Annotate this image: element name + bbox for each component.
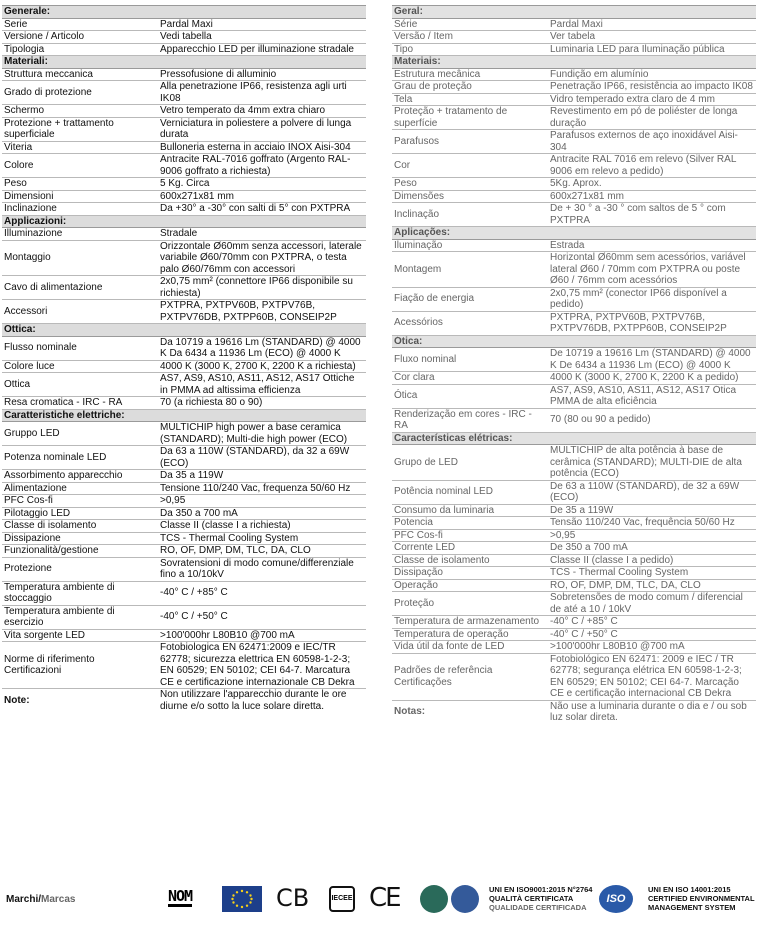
spec-row: [2, 300, 366, 324]
spec-value: De 350 a 700 mA: [546, 542, 756, 555]
spec-label: Pilotaggio LED: [2, 507, 156, 520]
section-title: Generale:: [2, 6, 366, 19]
spec-row: [2, 43, 366, 56]
spec-label: Assorbimento apparecchio: [2, 470, 156, 483]
spec-value: Non utilizzare l'apparecchio durante le ore diurne e/o sotto la luce solare diretta.: [160, 689, 347, 712]
spec-label: Tipo: [392, 43, 546, 56]
spec-row: [392, 311, 756, 335]
spec-value: >100'000hr L80B10 @700 mA: [546, 641, 756, 654]
spec-row: [2, 336, 366, 360]
spec-row: [392, 18, 756, 31]
spec-value: Revestimento em pó de poliéster de longa duração: [546, 106, 756, 130]
section-header: [2, 6, 366, 19]
spec-label: Versão / Item: [392, 31, 546, 44]
spec-value: Verniciatura in poliestere a polvere di lunga durata: [156, 117, 366, 141]
spec-row: [2, 18, 366, 31]
spec-value: 4000 K (3000 K, 2700 K, 2200 K a richiesta): [156, 360, 366, 373]
spec-value: Horizontal Ø60mm sem acessórios, variável lateral Ø60 / 70mm com PXTPRA ou poste Ø60 / 76mm com acessórios: [546, 252, 756, 288]
spec-row: [392, 106, 756, 130]
spec-row: [2, 689, 366, 713]
spec-value: Da 35 a 119W: [156, 470, 366, 483]
spec-label: Dimensioni: [2, 190, 156, 203]
spec-label: Inclinação: [392, 203, 546, 227]
spec-value: RO, OF, DMP, DM, TLC, DA, CLO: [546, 579, 756, 592]
spec-label: Schermo: [2, 105, 156, 118]
spec-value: Fotobiologica EN 62471:2009 e IEC/TR 62778; sicurezza elettrica EN 60598-1-2-3; EN 60529; EN 50102; CEI 64-7. Marcatura CE e certificazione internazionale CB Dekra: [156, 642, 366, 689]
spec-row: [392, 81, 756, 94]
spec-value: 70 (a richiesta 80 o 90): [156, 397, 366, 410]
spec-row: [392, 592, 756, 616]
brands-footer: [0, 880, 758, 925]
spec-row: [2, 68, 366, 81]
spec-row: [2, 190, 366, 203]
spec-row: [2, 141, 366, 154]
spec-row: [2, 581, 366, 605]
spec-value: Tensione 110/240 Vac, frequenza 50/60 Hz: [156, 482, 366, 495]
spec-value: Sobretensões de modo comum / diferencial de até a 10 / 10kV: [546, 592, 756, 616]
spec-value: De 10719 a 19616 Lm (STANDARD) @ 4000 K De 6434 a 11936 Lm (ECO) @ 4000 K: [546, 348, 756, 372]
spec-value: Da +30° a -30° con salti di 5° con PXTPRA: [156, 203, 366, 216]
spec-row: [2, 105, 366, 118]
spec-row: [2, 154, 366, 178]
spec-label: Montaggio: [2, 240, 156, 276]
spec-label: Viteria: [2, 141, 156, 154]
spec-value: Penetração IP66, resistência ao impacto IK08: [546, 81, 756, 94]
spec-row: [392, 445, 756, 481]
spec-row: [392, 529, 756, 542]
spec-label: Colore: [2, 154, 156, 178]
section-header: [392, 432, 756, 445]
spec-value: RO, OF, DMP, DM, TLC, DA, CLO: [156, 545, 366, 558]
spec-value: Antracite RAL 7016 em relevo (Silver RAL 9006 em relevo a pedido): [546, 154, 756, 178]
brands-label: Marchi/Marcas: [6, 894, 76, 905]
spec-value: >100'000hr L80B10 @700 mA: [156, 629, 366, 642]
spec-label: Proteção + tratamento de superfície: [392, 106, 546, 130]
section-title: Características elétricas:: [392, 432, 756, 445]
spec-value: De + 30 ° a -30 ° com saltos de 5 ° com PXTPRA: [546, 203, 756, 227]
spec-row: [2, 373, 366, 397]
spec-value: Apparecchio LED per illuminazione stradale: [156, 43, 366, 56]
spec-label: Cavo di alimentazione: [2, 276, 156, 300]
spec-value: AS7, AS9, AS10, AS11, AS12, AS17 Ottiche in PMMA ad altissima efficienza: [156, 373, 366, 397]
spec-row: [392, 517, 756, 530]
spec-row: [2, 117, 366, 141]
spec-row: [2, 642, 366, 689]
spec-label: Classe de isolamento: [392, 554, 546, 567]
spec-row: [2, 532, 366, 545]
spec-label: PFC Cos-fi: [392, 529, 546, 542]
spec-value: Pressofusione di alluminio: [156, 68, 366, 81]
spec-label: Padrões de referência Certificações: [392, 653, 546, 700]
section-title: Geral:: [392, 6, 756, 19]
eu-flag-logo: [222, 886, 262, 912]
spec-value: 600x271x81 mm: [546, 190, 756, 203]
spec-label: Illuminazione: [2, 228, 156, 241]
spec-label: Iluminação: [392, 239, 546, 252]
spec-value: Sovratensioni di modo comune/differenziale fino a 10/10kV: [156, 557, 366, 581]
spec-row: [2, 545, 366, 558]
spec-row: [392, 203, 756, 227]
spec-label: Consumo da luminaria: [392, 504, 546, 517]
spec-value: 600x271x81 mm: [156, 190, 366, 203]
spec-row: [2, 605, 366, 629]
spec-row: [392, 616, 756, 629]
spec-value: Da 10719 a 19616 Lm (STANDARD) @ 4000 K Da 6434 a 11936 Lm (ECO) @ 4000 K: [156, 336, 366, 360]
section-header: [392, 335, 756, 348]
spec-value: Vidro temperado extra claro de 4 mm: [546, 93, 756, 106]
spec-value: 5 Kg. Circa: [156, 178, 366, 191]
iso14001-text: UNI EN ISO 14001:2015 CERTIFIED ENVIRONMENTAL MANAGEMENT SYSTEM: [648, 885, 755, 912]
spec-row: [392, 130, 756, 154]
spec-row: [2, 203, 366, 216]
italian-spec-table: [2, 5, 366, 712]
spec-label: Cor clara: [392, 372, 546, 385]
spec-row: [392, 567, 756, 580]
spec-value: TCS - Thermal Cooling System: [546, 567, 756, 580]
spec-label: Operação: [392, 579, 546, 592]
spec-label: Proteção: [392, 592, 546, 616]
spec-label: Norme di riferimento Certificazioni: [2, 642, 156, 689]
section-header: [392, 6, 756, 19]
section-header: [392, 227, 756, 240]
spec-value: Fundição em alumínio: [546, 68, 756, 81]
section-title: Aplicações:: [392, 227, 756, 240]
spec-label: Temperatura ambiente di stoccaggio: [2, 581, 156, 605]
section-title: Caratteristiche elettriche:: [2, 409, 366, 422]
spec-row: [392, 287, 756, 311]
spec-row: [392, 93, 756, 106]
spec-value: Pardal Maxi: [156, 18, 366, 31]
section-header: [392, 56, 756, 69]
spec-label: Protezione + trattamento superficiale: [2, 117, 156, 141]
portuguese-spec-table: [392, 5, 756, 724]
spec-value: Stradale: [156, 228, 366, 241]
certification-seal-icon: [420, 885, 448, 913]
spec-row: [2, 81, 366, 105]
spec-label: Protezione: [2, 557, 156, 581]
spec-label: Peso: [392, 178, 546, 191]
spec-label: Temperatura de operação: [392, 628, 546, 641]
spec-row: [2, 240, 366, 276]
spec-value: Bulloneria esterna in acciaio INOX Aisi-304: [156, 141, 366, 154]
spec-value: Da 63 a 110W (STANDARD), da 32 a 69W (ECO): [156, 446, 366, 470]
spec-label: Classe di isolamento: [2, 520, 156, 533]
spec-row: [392, 31, 756, 44]
spec-label: Potenza nominale LED: [2, 446, 156, 470]
spec-label: Resa cromatica - IRC - RA: [2, 397, 156, 410]
spec-value: Vedi tabella: [156, 31, 366, 44]
spec-value: Não use a luminaria durante o dia e / ou sob luz solar direta.: [550, 700, 747, 723]
spec-value: -40° C / +50° C: [156, 605, 366, 629]
spec-row: [2, 228, 366, 241]
spec-label: Gruppo LED: [2, 422, 156, 446]
spec-label: Temperatura ambiente di esercizio: [2, 605, 156, 629]
spec-label: Dimensões: [392, 190, 546, 203]
spec-label: Ótica: [392, 384, 546, 408]
spec-label: Colore luce: [2, 360, 156, 373]
spec-value: 2x0,75 mm² (conector IP66 disponível a pedido): [546, 287, 756, 311]
spec-label: Accessori: [2, 300, 156, 324]
section-header: [2, 409, 366, 422]
spec-row: [2, 495, 366, 508]
section-title: Applicazioni:: [2, 215, 366, 228]
spec-value: Antracite RAL-7016 goffrato (Argento RAL-9006 goffrato a richiesta): [156, 154, 366, 178]
spec-value: Ver tabela: [546, 31, 756, 44]
spec-row: [2, 276, 366, 300]
spec-label: Vita sorgente LED: [2, 629, 156, 642]
spec-label: Vida útil da fonte de LED: [392, 641, 546, 654]
spec-label: Ottica: [2, 373, 156, 397]
iecee-logo: IECEE: [329, 886, 355, 912]
section-title: Ottica:: [2, 324, 366, 337]
spec-value: -40° C / +85° C: [156, 581, 366, 605]
spec-row: [392, 641, 756, 654]
spec-value: >0,95: [156, 495, 366, 508]
spec-row: [2, 482, 366, 495]
spec-label: Grau de proteção: [392, 81, 546, 94]
spec-row: [392, 43, 756, 56]
spec-label: Fluxo nominal: [392, 348, 546, 372]
spec-label: PFC Cos-fi: [2, 495, 156, 508]
spec-row: [392, 384, 756, 408]
spec-value: Alla penetrazione IP66, resistenza agli urti IK08: [156, 81, 366, 105]
spec-row: [392, 653, 756, 700]
spec-value: Tensão 110/240 Vac, frequência 50/60 Hz: [546, 517, 756, 530]
spec-label: Grupo de LED: [392, 445, 546, 481]
spec-row: [2, 629, 366, 642]
section-title: Materiali:: [2, 56, 366, 69]
spec-value: -40° C / +50° C: [546, 628, 756, 641]
spec-value: Parafusos externos de aço inoxidável Aisi-304: [546, 130, 756, 154]
iso9001-text: UNI EN ISO9001:2015 N°2764 QUALITÀ CERTIFICATA QUALIDADE CERTIFICADA: [489, 885, 593, 912]
spec-label: Montagem: [392, 252, 546, 288]
spec-row: [392, 239, 756, 252]
spec-row: [392, 408, 756, 432]
spec-label: Notas:: [394, 706, 426, 718]
spec-value: Classe II (classe I a pedido): [546, 554, 756, 567]
spec-row: [392, 628, 756, 641]
section-header: [2, 56, 366, 69]
certification-globe-icon: [451, 885, 479, 913]
spec-label: Potencia: [392, 517, 546, 530]
spec-row: [2, 397, 366, 410]
spec-row: [392, 700, 756, 724]
spec-row: [2, 446, 366, 470]
section-header: [2, 215, 366, 228]
spec-row: [392, 504, 756, 517]
section-header: [2, 324, 366, 337]
spec-value: -40° C / +85° C: [546, 616, 756, 629]
spec-value: MULTICHIP de alta potência à base de cerâmica (STANDARD); MULTI-DIE de alta potência (ECO): [546, 445, 756, 481]
spec-label: Dissipazione: [2, 532, 156, 545]
spec-value: Estrada: [546, 239, 756, 252]
spec-row: [2, 470, 366, 483]
spec-label: Fiação de energia: [392, 287, 546, 311]
spec-label: Renderização em cores - IRC - RA: [392, 408, 546, 432]
spec-label: Inclinazione: [2, 203, 156, 216]
spec-row: [2, 507, 366, 520]
spec-row: [392, 554, 756, 567]
spec-value: PXTPRA, PXTPV60B, PXTPV76B, PXTPV76DB, PXTPP60B, CONSEIP2P: [546, 311, 756, 335]
spec-value: MULTICHIP high power a base ceramica (STANDARD); Multi-die high power (ECO): [156, 422, 366, 446]
spec-row: [2, 360, 366, 373]
spec-value: De 63 a 110W (STANDARD), de 32 a 69W (ECO): [546, 480, 756, 504]
spec-label: Serie: [2, 18, 156, 31]
spec-value: TCS - Thermal Cooling System: [156, 532, 366, 545]
nom-logo: NOM: [168, 887, 193, 905]
spec-label: Tela: [392, 93, 546, 106]
spec-label: Struttura meccanica: [2, 68, 156, 81]
spec-value: De 35 a 119W: [546, 504, 756, 517]
spec-row: [392, 178, 756, 191]
spec-row: [2, 520, 366, 533]
spec-label: Cor: [392, 154, 546, 178]
spec-label: Alimentazione: [2, 482, 156, 495]
spec-label: Parafusos: [392, 130, 546, 154]
spec-label: Corrente LED: [392, 542, 546, 555]
spec-label: Dissipação: [392, 567, 546, 580]
spec-value: Luminaria LED para Iluminação pública: [546, 43, 756, 56]
spec-value: Orizzontale Ø60mm senza accessori, laterale variabile Ø60/70mm con PXTPRA, o testa palo Ø60/76mm con accessori: [156, 240, 366, 276]
spec-row: [2, 422, 366, 446]
spec-row: [392, 579, 756, 592]
spec-row: [392, 190, 756, 203]
spec-label: Tipologia: [2, 43, 156, 56]
spec-value: AS7, AS9, AS10, AS11, AS12, AS17 Ótica PMMA de alta eficiência: [546, 384, 756, 408]
spec-value: Da 350 a 700 mA: [156, 507, 366, 520]
spec-label: Grado di protezione: [2, 81, 156, 105]
spec-row: [392, 348, 756, 372]
spec-row: [392, 252, 756, 288]
spec-value: 5Kg. Aprox.: [546, 178, 756, 191]
spec-value: 4000 K (3000 K, 2700 K, 2200 K a pedido): [546, 372, 756, 385]
spec-row: [392, 68, 756, 81]
spec-label: Temperatura de armazenamento: [392, 616, 546, 629]
spec-row: [392, 542, 756, 555]
iso-logo: ISO: [599, 885, 633, 913]
spec-label: Versione / Articolo: [2, 31, 156, 44]
cb-logo: CB: [276, 884, 310, 912]
spec-row: [2, 557, 366, 581]
spec-label: Acessórios: [392, 311, 546, 335]
spec-value: Classe II (classe I a richiesta): [156, 520, 366, 533]
spec-row: [2, 178, 366, 191]
spec-value: 2x0,75 mm² (connettore IP66 disponibile su richiesta): [156, 276, 366, 300]
spec-label: Peso: [2, 178, 156, 191]
spec-row: [2, 31, 366, 44]
spec-label: Estrutura mecânica: [392, 68, 546, 81]
spec-row: [392, 154, 756, 178]
spec-row: [392, 372, 756, 385]
spec-label: Flusso nominale: [2, 336, 156, 360]
spec-value: 70 (80 ou 90 a pedido): [546, 408, 756, 432]
ce-logo: CE: [369, 883, 400, 913]
spec-label: Note:: [4, 694, 30, 706]
spec-row: [392, 480, 756, 504]
spec-label: Potência nominal LED: [392, 480, 546, 504]
spec-value: >0,95: [546, 529, 756, 542]
spec-value: Vetro temperato da 4mm extra chiaro: [156, 105, 366, 118]
spec-label: Série: [392, 18, 546, 31]
spec-value: PXTPRA, PXTPV60B, PXTPV76B, PXTPV76DB, PXTPP60B, CONSEIP2P: [156, 300, 366, 324]
spec-value: Fotobiológico EN 62471: 2009 e IEC / TR 62778; segurança elétrica EN 60598-1-2-3; EN 60529; EN 50102; CEI 64-7. Marcação CE e certificação internacional CB Dekra: [546, 653, 756, 700]
spec-label: Funzionalità/gestione: [2, 545, 156, 558]
section-title: Ótica:: [392, 335, 756, 348]
section-title: Materiais:: [392, 56, 756, 69]
spec-value: Pardal Maxi: [546, 18, 756, 31]
